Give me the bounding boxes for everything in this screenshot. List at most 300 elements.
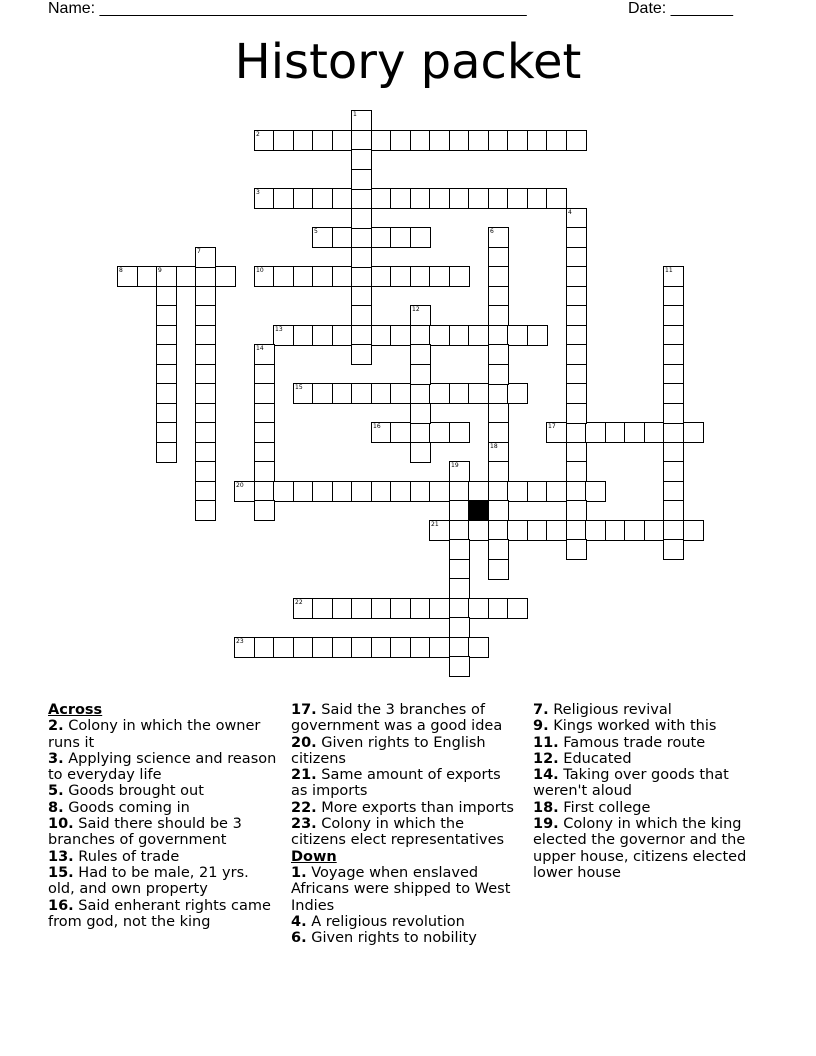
clue-number: 22: [295, 599, 303, 606]
crossword-cell[interactable]: [293, 383, 314, 404]
crossword-cell[interactable]: [488, 403, 509, 424]
across-clue: [48, 816, 278, 849]
crossword-cell[interactable]: [449, 325, 470, 346]
crossword-cell[interactable]: [566, 364, 587, 385]
crossword-cell[interactable]: [546, 188, 567, 209]
crossword-cell[interactable]: [488, 305, 509, 326]
crossword-cell[interactable]: [410, 130, 431, 151]
crossword-cell[interactable]: [546, 422, 567, 443]
crossword-cell[interactable]: [273, 266, 294, 287]
crossword-cell[interactable]: [273, 188, 294, 209]
crossword-cell[interactable]: [351, 344, 372, 365]
crossword-cell[interactable]: [351, 247, 372, 268]
crossword-cell[interactable]: [468, 130, 489, 151]
crossword-cell[interactable]: [273, 325, 294, 346]
crossword-cell[interactable]: [468, 520, 489, 541]
crossword-cell[interactable]: [663, 266, 684, 287]
crossword-cell[interactable]: [312, 637, 333, 658]
crossword-cell[interactable]: [488, 539, 509, 560]
crossword-cell[interactable]: [371, 130, 392, 151]
crossword-cell[interactable]: [663, 422, 684, 443]
crossword-cell[interactable]: [312, 598, 333, 619]
crossword-cell[interactable]: [605, 422, 626, 443]
crossword-cell[interactable]: [273, 130, 294, 151]
crossword-cell[interactable]: [312, 325, 333, 346]
crossword-cell[interactable]: [195, 481, 216, 502]
crossword-cell[interactable]: [429, 637, 450, 658]
crossword-cell[interactable]: [351, 266, 372, 287]
crossword-cell[interactable]: [410, 188, 431, 209]
clue-number: 8: [119, 267, 123, 274]
crossword-cell[interactable]: [488, 422, 509, 443]
crossword-cell[interactable]: [488, 383, 509, 404]
crossword-cell[interactable]: [156, 422, 177, 443]
clue-number-label: 14.: [533, 767, 559, 784]
clue-number: 15: [295, 384, 303, 391]
clue-number: 13: [275, 326, 283, 333]
crossword-cell[interactable]: [254, 637, 275, 658]
clue-number-label: 18.: [533, 799, 559, 816]
crossword-cell[interactable]: [449, 481, 470, 502]
clue-number: 6: [490, 228, 494, 235]
crossword-cell[interactable]: [410, 598, 431, 619]
crossword-cell[interactable]: [273, 637, 294, 658]
crossword-cell[interactable]: [663, 442, 684, 463]
crossword-cell[interactable]: [195, 247, 216, 268]
down-heading: Down: [291, 848, 337, 865]
crossword-cell[interactable]: [195, 266, 216, 287]
crossword-cell[interactable]: [566, 247, 587, 268]
crossword-cell[interactable]: [449, 500, 470, 521]
crossword-cell[interactable]: [663, 383, 684, 404]
crossword-cell[interactable]: [351, 208, 372, 229]
crossword-cell[interactable]: [546, 130, 567, 151]
crossword-cell[interactable]: [410, 325, 431, 346]
crossword-cell[interactable]: [351, 227, 372, 248]
clue-text: Colony in which the citizens elect representatives: [291, 816, 505, 849]
crossword-cell[interactable]: [566, 539, 587, 560]
crossword-cell[interactable]: [156, 442, 177, 463]
crossword-cell[interactable]: [215, 266, 236, 287]
crossword-cell[interactable]: [332, 598, 353, 619]
page-title: History packet: [234, 34, 582, 90]
crossword-cell[interactable]: [195, 344, 216, 365]
crossword-cell[interactable]: [488, 227, 509, 248]
crossword-cell[interactable]: [488, 559, 509, 580]
crossword-cell[interactable]: [410, 422, 431, 443]
crossword-cell[interactable]: [117, 266, 138, 287]
crossword-cell[interactable]: [527, 188, 548, 209]
crossword-cell[interactable]: [429, 422, 450, 443]
crossword-cell[interactable]: [663, 325, 684, 346]
crossword-cell[interactable]: [293, 325, 314, 346]
crossword-cell[interactable]: [468, 383, 489, 404]
crossword-cell[interactable]: [390, 188, 411, 209]
down-clue: [533, 800, 763, 816]
crossword-cell[interactable]: [527, 481, 548, 502]
crossword-cell[interactable]: [254, 500, 275, 521]
down-clue: [533, 816, 763, 881]
crossword-cell[interactable]: [663, 500, 684, 521]
across-clue: [48, 800, 278, 816]
crossword-cell[interactable]: [195, 442, 216, 463]
crossword-cell[interactable]: [371, 481, 392, 502]
crossword-cell[interactable]: [566, 286, 587, 307]
crossword-cell[interactable]: [624, 422, 645, 443]
clue-number: 5: [314, 228, 318, 235]
crossword-cell[interactable]: [254, 481, 275, 502]
clues-column-3: [533, 702, 763, 881]
crossword-cell[interactable]: [254, 344, 275, 365]
crossword-cell[interactable]: [332, 227, 353, 248]
crossword-cell[interactable]: [234, 481, 255, 502]
crossword-cell[interactable]: [390, 266, 411, 287]
crossword-cell[interactable]: [332, 383, 353, 404]
crossword-cell[interactable]: [254, 364, 275, 385]
crossword-cell[interactable]: [371, 422, 392, 443]
crossword-cell[interactable]: [566, 481, 587, 502]
crossword-cell[interactable]: [254, 383, 275, 404]
crossword-cell[interactable]: [351, 188, 372, 209]
crossword-cell[interactable]: [468, 325, 489, 346]
clue-number: 18: [490, 443, 498, 450]
crossword-cell[interactable]: [390, 383, 411, 404]
crossword-cell[interactable]: [351, 637, 372, 658]
crossword-cell[interactable]: [293, 130, 314, 151]
down-clue: [533, 702, 763, 718]
crossword-cell[interactable]: [488, 130, 509, 151]
crossword-cell[interactable]: [351, 481, 372, 502]
crossword-cell[interactable]: [488, 442, 509, 463]
across-clue-list: [48, 718, 278, 930]
clue-number: 10: [256, 267, 264, 274]
clue-number-label: 22.: [291, 799, 317, 816]
down-clue: [533, 767, 763, 800]
crossword-cell[interactable]: [410, 266, 431, 287]
clue-number: 4: [568, 209, 572, 216]
crossword-cell[interactable]: [351, 598, 372, 619]
crossword-cell[interactable]: [293, 481, 314, 502]
crossword-cell[interactable]: [468, 637, 489, 658]
crossword-cell[interactable]: [410, 442, 431, 463]
crossword-cell[interactable]: [566, 422, 587, 443]
crossword-cell[interactable]: [507, 481, 528, 502]
crossword-cell[interactable]: [351, 325, 372, 346]
crossword-cell[interactable]: [566, 383, 587, 404]
crossword-cell[interactable]: [390, 422, 411, 443]
clue-number-label: 19.: [533, 816, 559, 833]
crossword-cell[interactable]: [293, 188, 314, 209]
clue-text: Voyage when enslaved Africans were shipped to West Indies: [291, 864, 511, 914]
crossword-cell[interactable]: [663, 344, 684, 365]
crossword-cell[interactable]: [390, 130, 411, 151]
crossword-cell[interactable]: [566, 227, 587, 248]
crossword-cell[interactable]: [507, 130, 528, 151]
crossword-cell[interactable]: [351, 286, 372, 307]
crossword-cell[interactable]: [449, 520, 470, 541]
crossword-cell[interactable]: [254, 403, 275, 424]
crossword-cell[interactable]: [468, 188, 489, 209]
crossword-cell[interactable]: [468, 598, 489, 619]
crossword-cell[interactable]: [293, 266, 314, 287]
across-clue: [48, 898, 278, 931]
crossword-cell[interactable]: [527, 325, 548, 346]
crossword-cell[interactable]: [312, 227, 333, 248]
crossword-cell[interactable]: [273, 481, 294, 502]
clue-text: First college: [558, 799, 651, 816]
clue-number: 23: [236, 638, 244, 645]
crossword-cell[interactable]: [449, 578, 470, 599]
crossword-cell[interactable]: [371, 227, 392, 248]
down-clue: [291, 865, 521, 914]
crossword-cell[interactable]: [254, 130, 275, 151]
crossword-cell[interactable]: [507, 520, 528, 541]
clue-text: Same amount of exports as imports: [291, 767, 501, 800]
clue-number-label: 11.: [533, 734, 559, 751]
crossword-cell[interactable]: [410, 364, 431, 385]
crossword-cell[interactable]: [449, 266, 470, 287]
clue-text: Applying science and reason to everyday life: [48, 750, 277, 784]
crossword-cell[interactable]: [351, 130, 372, 151]
crossword-cell[interactable]: [488, 364, 509, 385]
clue-text: Goods brought out: [63, 783, 204, 800]
crossword-cell[interactable]: [351, 169, 372, 190]
crossword-cell[interactable]: [566, 305, 587, 326]
crossword-cell[interactable]: [449, 539, 470, 560]
crossword-cell[interactable]: [195, 500, 216, 521]
crossword-cell[interactable]: [468, 481, 489, 502]
crossword-cell[interactable]: [488, 500, 509, 521]
crossword-cell[interactable]: [429, 520, 450, 541]
crossword-cell[interactable]: [546, 481, 567, 502]
crossword-cell[interactable]: [566, 130, 587, 151]
crossword-cell[interactable]: [527, 520, 548, 541]
clue-text: Taking over goods that weren't aloud: [533, 767, 729, 800]
crossword-cell[interactable]: [507, 188, 528, 209]
clue-number: 9: [158, 267, 162, 274]
across-clue: [48, 849, 278, 865]
crossword-cell[interactable]: [566, 208, 587, 229]
crossword-cell[interactable]: [195, 286, 216, 307]
crossword-cell[interactable]: [137, 266, 158, 287]
clue-number-label: 8.: [48, 799, 64, 816]
crossword-cell[interactable]: [624, 520, 645, 541]
crossword-cell[interactable]: [156, 286, 177, 307]
crossword-cell[interactable]: [644, 520, 665, 541]
crossword-cell[interactable]: [390, 325, 411, 346]
crossword-cell[interactable]: [663, 364, 684, 385]
crossword-cell[interactable]: [371, 383, 392, 404]
crossword-cell[interactable]: [371, 188, 392, 209]
crossword-cell[interactable]: [488, 520, 509, 541]
crossword-cell[interactable]: [663, 403, 684, 424]
crossword-cell[interactable]: [254, 422, 275, 443]
clues-column-1: [48, 702, 278, 930]
crossword-cell[interactable]: [585, 481, 606, 502]
crossword-cell[interactable]: [390, 227, 411, 248]
crossword-cell[interactable]: [410, 227, 431, 248]
crossword-black-cell: [468, 500, 489, 521]
crossword-cell[interactable]: [351, 110, 372, 131]
crossword-cell[interactable]: [371, 598, 392, 619]
crossword-cell[interactable]: [390, 637, 411, 658]
crossword-cell[interactable]: [195, 305, 216, 326]
crossword-cell[interactable]: [449, 656, 470, 677]
crossword-cell[interactable]: [663, 305, 684, 326]
crossword-cell[interactable]: [449, 617, 470, 638]
crossword-cell[interactable]: [156, 364, 177, 385]
crossword-cell[interactable]: [195, 364, 216, 385]
crossword-cell[interactable]: [585, 422, 606, 443]
crossword-cell[interactable]: [507, 383, 528, 404]
crossword-cell[interactable]: [488, 325, 509, 346]
clue-number-label: 12.: [533, 750, 559, 767]
crossword-cell[interactable]: [312, 130, 333, 151]
clue-text: Goods coming in: [63, 799, 190, 816]
crossword-cell[interactable]: [566, 520, 587, 541]
crossword-cell[interactable]: [663, 286, 684, 307]
crossword-cell[interactable]: [429, 481, 450, 502]
crossword-cell[interactable]: [254, 188, 275, 209]
name-field-label: Name: ________________________________________________: [48, 0, 527, 17]
crossword-cell[interactable]: [488, 461, 509, 482]
across-clue: [291, 702, 521, 735]
clue-text: Rules of trade: [73, 848, 180, 865]
clue-number-label: 21.: [291, 767, 317, 784]
crossword-cell[interactable]: [312, 383, 333, 404]
crossword-cell[interactable]: [254, 442, 275, 463]
crossword-cell[interactable]: [254, 461, 275, 482]
crossword-cell[interactable]: [371, 266, 392, 287]
down-clue-list-continued: [533, 702, 763, 881]
clue-number-label: 23.: [291, 816, 317, 833]
clue-number: 3: [256, 189, 260, 196]
clue-text: More exports than imports: [316, 799, 514, 816]
crossword-cell[interactable]: [312, 481, 333, 502]
crossword-cell[interactable]: [332, 188, 353, 209]
crossword-cell[interactable]: [312, 188, 333, 209]
crossword-cell[interactable]: [566, 461, 587, 482]
crossword-cell[interactable]: [449, 383, 470, 404]
crossword-cell[interactable]: [449, 637, 470, 658]
crossword-cell[interactable]: [429, 188, 450, 209]
crossword-cell[interactable]: [371, 637, 392, 658]
crossword-cell[interactable]: [410, 403, 431, 424]
crossword-cell[interactable]: [195, 383, 216, 404]
crossword-cell[interactable]: [507, 325, 528, 346]
crossword-cell[interactable]: [332, 325, 353, 346]
crossword-cell[interactable]: [410, 383, 431, 404]
crossword-cell[interactable]: [390, 598, 411, 619]
crossword-cell[interactable]: [683, 520, 704, 541]
crossword-cell[interactable]: [351, 383, 372, 404]
crossword-cell[interactable]: [429, 598, 450, 619]
crossword-cell[interactable]: [176, 266, 197, 287]
crossword-cell[interactable]: [663, 539, 684, 560]
crossword-cell[interactable]: [410, 344, 431, 365]
crossword-cell[interactable]: [371, 325, 392, 346]
crossword-cell[interactable]: [429, 383, 450, 404]
crossword-cell[interactable]: [449, 130, 470, 151]
crossword-cell[interactable]: [429, 325, 450, 346]
crossword-cell[interactable]: [254, 266, 275, 287]
crossword-cell[interactable]: [449, 461, 470, 482]
crossword-cell[interactable]: [195, 422, 216, 443]
crossword-cell[interactable]: [410, 305, 431, 326]
crossword-cell[interactable]: [195, 461, 216, 482]
crossword-cell[interactable]: [449, 188, 470, 209]
crossword-cell[interactable]: [488, 344, 509, 365]
crossword-cell[interactable]: [332, 481, 353, 502]
crossword-cell[interactable]: [449, 598, 470, 619]
crossword-cell[interactable]: [351, 305, 372, 326]
crossword-cell[interactable]: [429, 266, 450, 287]
crossword-cell[interactable]: [234, 637, 255, 658]
crossword-cell[interactable]: [293, 637, 314, 658]
crossword-cell[interactable]: [546, 520, 567, 541]
crossword-cell[interactable]: [585, 520, 606, 541]
crossword-cell[interactable]: [156, 344, 177, 365]
crossword-cell[interactable]: [566, 266, 587, 287]
crossword-cell[interactable]: [156, 403, 177, 424]
crossword-cell[interactable]: [293, 598, 314, 619]
crossword-cell[interactable]: [488, 598, 509, 619]
crossword-cell[interactable]: [663, 461, 684, 482]
crossword-cell[interactable]: [429, 130, 450, 151]
crossword-cell[interactable]: [449, 422, 470, 443]
clue-text: Had to be male, 21 yrs. old, and own property: [48, 864, 249, 898]
crossword-cell[interactable]: [195, 403, 216, 424]
clue-number-label: 2.: [48, 718, 64, 735]
crossword-cell[interactable]: [527, 130, 548, 151]
crossword-cell[interactable]: [566, 325, 587, 346]
crossword-cell[interactable]: [644, 422, 665, 443]
clue-number: 21: [431, 521, 439, 528]
across-clue: [291, 816, 521, 849]
crossword-cell[interactable]: [351, 149, 372, 170]
crossword-cell[interactable]: [156, 266, 177, 287]
crossword-cell[interactable]: [332, 637, 353, 658]
crossword-cell[interactable]: [683, 422, 704, 443]
crossword-cell[interactable]: [507, 598, 528, 619]
crossword-cell[interactable]: [410, 481, 431, 502]
crossword-cell[interactable]: [566, 403, 587, 424]
crossword-cell[interactable]: [605, 520, 626, 541]
crossword-cell[interactable]: [488, 266, 509, 287]
crossword-cell[interactable]: [410, 637, 431, 658]
crossword-cell[interactable]: [663, 481, 684, 502]
crossword-cell[interactable]: [566, 442, 587, 463]
crossword-cell[interactable]: [663, 520, 684, 541]
crossword-cell[interactable]: [156, 305, 177, 326]
crossword-cell[interactable]: [488, 188, 509, 209]
crossword-cell[interactable]: [449, 559, 470, 580]
crossword-cell[interactable]: [390, 481, 411, 502]
crossword-cell[interactable]: [488, 286, 509, 307]
crossword-cell[interactable]: [488, 247, 509, 268]
crossword-cell[interactable]: [156, 383, 177, 404]
crossword-cell[interactable]: [332, 130, 353, 151]
crossword-cell[interactable]: [156, 325, 177, 346]
crossword-cell[interactable]: [312, 266, 333, 287]
crossword-cell[interactable]: [488, 481, 509, 502]
crossword-cell[interactable]: [566, 500, 587, 521]
crossword-cell[interactable]: [566, 344, 587, 365]
clue-text: Kings worked with this: [548, 718, 717, 735]
crossword-cell[interactable]: [332, 266, 353, 287]
crossword-cell[interactable]: [195, 325, 216, 346]
clue-number-label: 1.: [291, 864, 307, 881]
